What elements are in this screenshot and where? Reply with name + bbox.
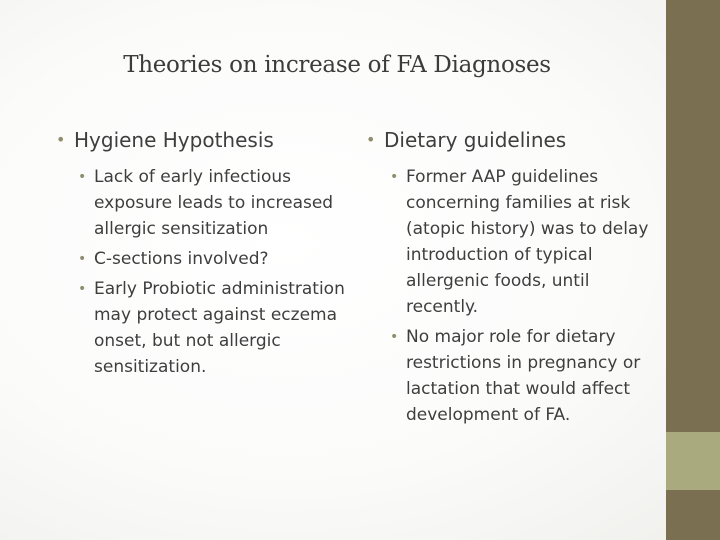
- bullet-icon: •: [390, 169, 399, 185]
- sidebar-accent-block: [666, 432, 720, 490]
- list-item-text: Former AAP guidelines concerning families at risk (atopic history) was to delay introduction of typical allergenic foods, until recently.: [406, 167, 649, 317]
- right-column: [366, 126, 656, 432]
- list-item-text: Early Probiotic administration may protect against eczema onset, but not allergic sensitization.: [94, 279, 345, 377]
- right-bullet-list: [366, 164, 656, 428]
- list-item: [366, 164, 656, 320]
- list-item-text: No major role for dietary restrictions in pregnancy or lactation that would affect development of FA.: [406, 327, 641, 425]
- right-heading-text: Dietary guidelines: [384, 128, 567, 152]
- decorative-sidebar: [666, 0, 720, 540]
- list-item: [56, 246, 346, 272]
- list-item: [366, 324, 656, 428]
- slide-title: Theories on increase of FA Diagnoses: [123, 52, 551, 78]
- bullet-icon: •: [56, 130, 66, 149]
- left-heading-text: Hygiene Hypothesis: [74, 128, 274, 152]
- bullet-icon: •: [78, 169, 87, 185]
- bullet-icon: •: [366, 130, 376, 149]
- bullet-icon: •: [78, 251, 87, 267]
- list-item-text: C-sections involved?: [94, 249, 269, 269]
- list-item: [56, 276, 346, 380]
- list-item-text: Lack of early infectious exposure leads to increased allergic sensitization: [94, 167, 334, 239]
- bullet-icon: •: [78, 281, 87, 297]
- left-bullet-list: [56, 164, 346, 380]
- list-item: [56, 164, 346, 242]
- left-column: [56, 126, 346, 384]
- left-heading: [56, 126, 346, 154]
- bullet-icon: •: [390, 329, 399, 345]
- right-heading: [366, 126, 656, 154]
